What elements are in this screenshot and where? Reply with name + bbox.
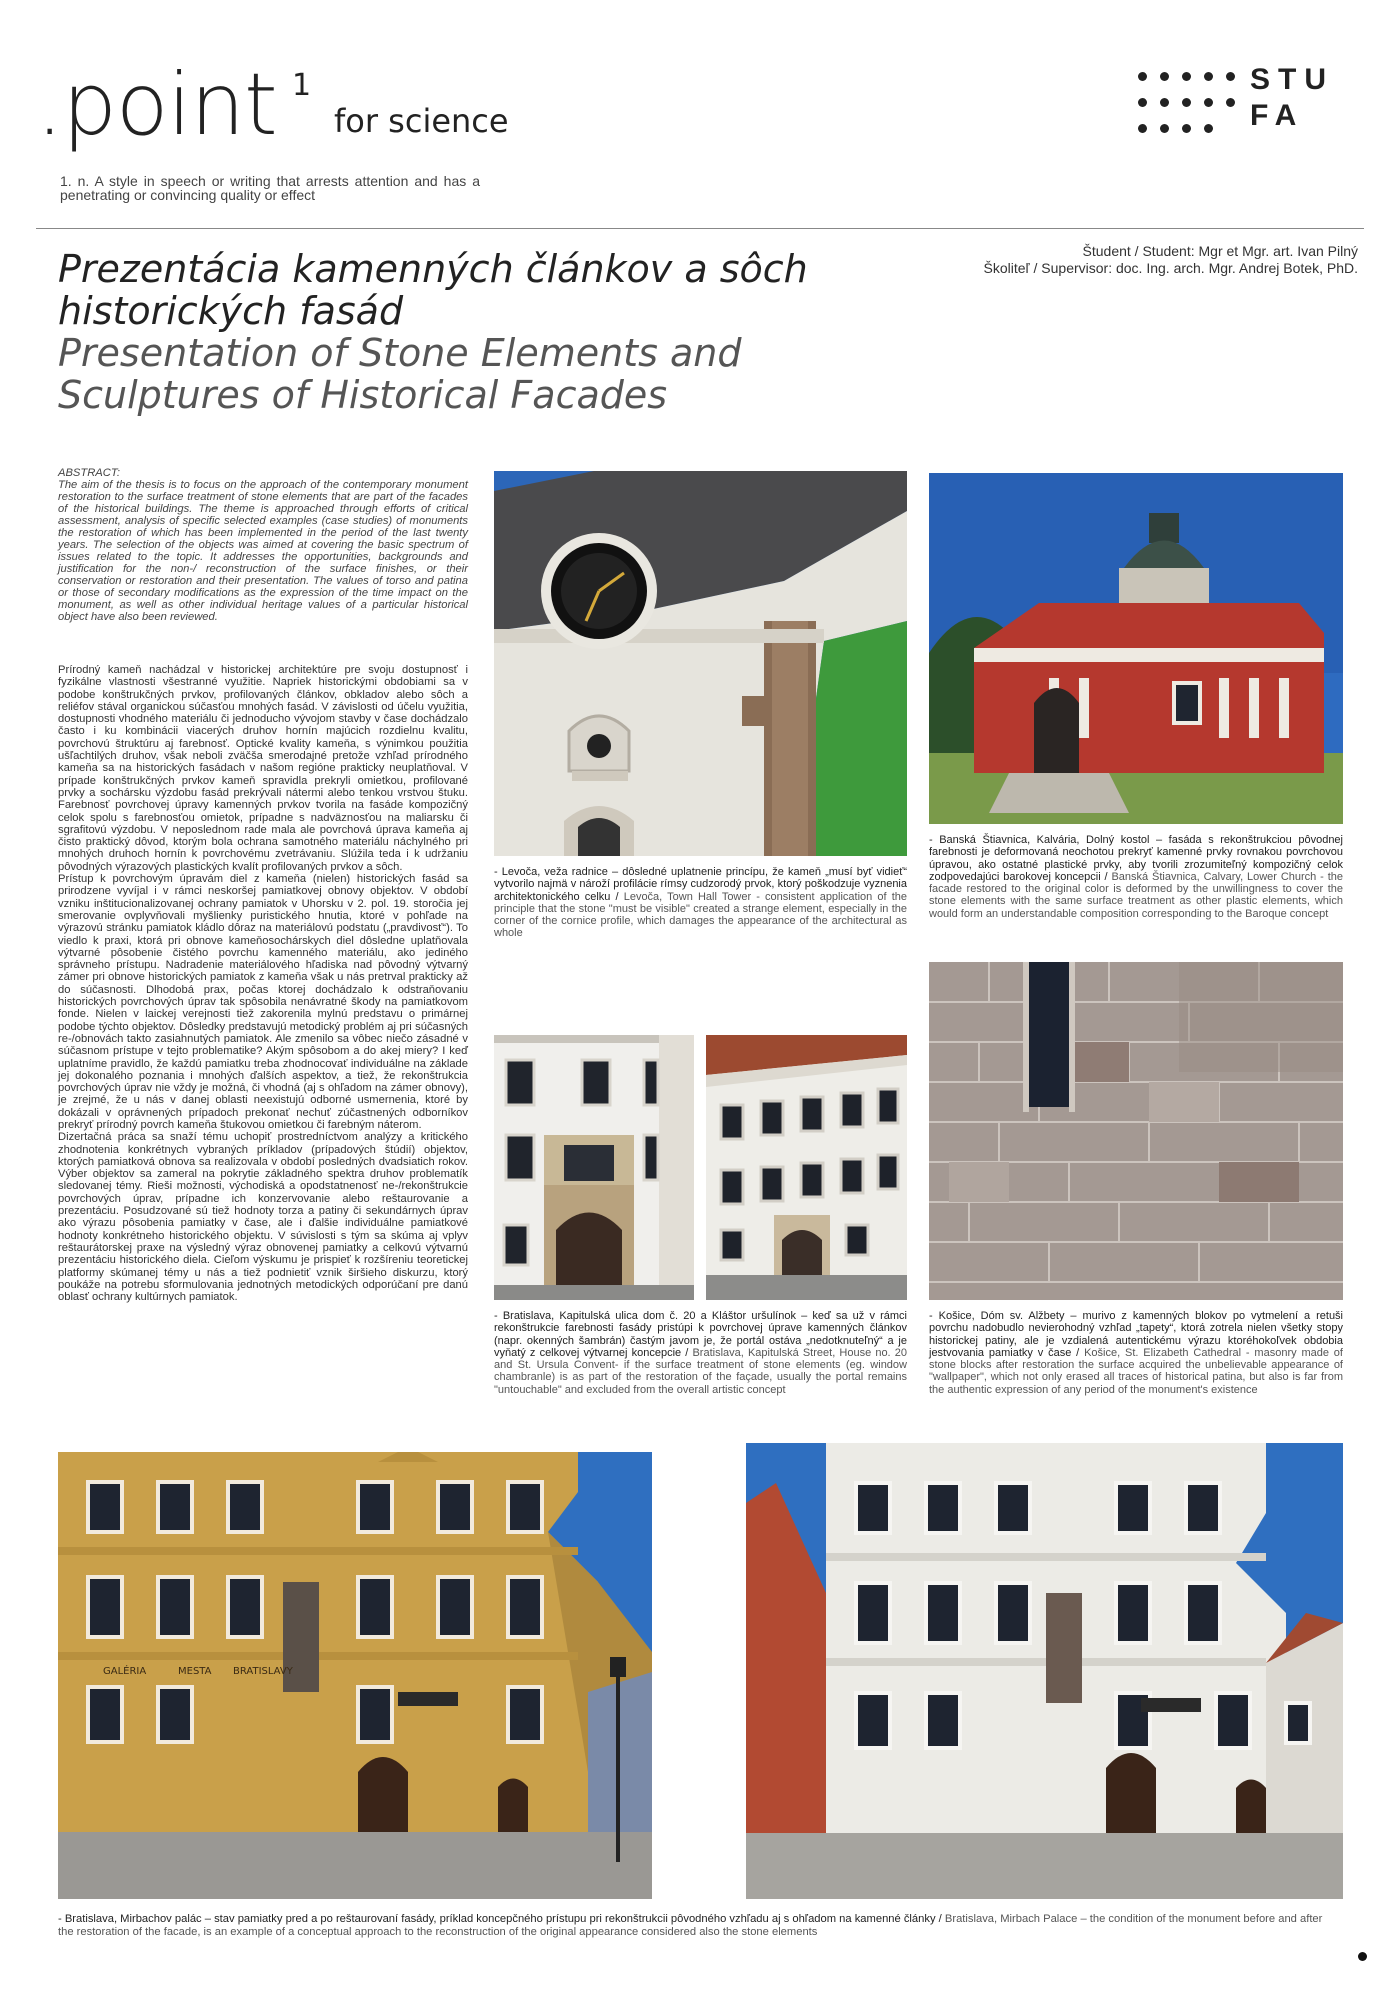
logo-fa: FA (1250, 99, 1305, 132)
poster-title (58, 248, 818, 416)
caption-kosice-en: Košice, St. Elizabeth Cathedral - masonry made of stone blocks after restoration the surface acquired the unbelievable appearance of "wallpaper", which not only erased all traces of historical patina, but also is far from the authentic expression of any period of the monument's existence (929, 1346, 1343, 1396)
abstract (58, 467, 468, 623)
student-credit: Študent / Student: Mgr et Mgr. art. Ivan Pilný (1082, 243, 1358, 259)
caption-stiavnica-sk: - Banská Štiavnica, Kalvária, Dolný kostol – fasáda s rekonštrukciou pôvodnej farebnosti je deformovaná neochotou prekryť kamenné prvky rovnakou povrchovou úpravou, ako ostatné plastické prvky, aby tvorili zrozumiteľný kompozičný celok zodpovedajúci barokovej koncepcii / (929, 834, 1343, 883)
body-paragraph-2: Prístup k povrchovým úpravám diel z kameňa (nielen) historických fasád sa prirodzene vyvíjal i v rámci neskoršej pamiatkovej obnovy objektov. V období vzniku inštitucionalizovanej ochrany pamiatok v Uhorsku v 2. pol. 19. storočia jej smerovanie ovplyvňovali myšlienky puristického hnutia, ktoré v pohľade na výrazovú stránku pamiatok kládlo dôraz na materiálovú podstatu („pravdivosť“). To viedlo k praxi, ktorá pri obnove kameňosochárskych diel dôsledne uplatňovala výtvarné pôsobenie čistého povrchu kamenného materiálu, ako jediného správneho prístupu. Nadradenie materiálového hľadiska nad pôvodný výtvarný zámer pri obnove historických pamiatok z kameňa však u nás pretrval prakticky až do súčasnosti. Dlhodobá prax, počas ktorej dochádzalo k odstraňovaniu historických povrchových úprav tak spôsobila nenávratné škody na pamiatkovom fonde. Nielen v laickej verejnosti tiež zakorenila mylnú predstavu o primárnej podobe týchto objektov. Dôsledky predstavujú metodický problém aj pri súčasných re-/obnovách takto zasiahnutých pamiatok. Ale zmenilo sa vôbec niečo zásadné v súčasnom prístupe v tejto problematike? Akým spôsobom a do akej miery? I keď uplatníme pravidlo, že každú pamiatku treba zhodnocovať individuálne na základe jej dokonalého poznania i mnohých ďalších aspektov, a tiež, že rekonštrukcia povrchových úprav nie vždy je možná, či vhodná (aj s ohľadom na zámer obnovy), je zrejmé, že u nás v danej oblasti neexistujú odborné usmernenia, ktoré by dokázali v oprávnených prípadoch prekonať nechuť zúčastnených odborníkov prekryť prírodný povrch kameňa štukovou omietkou či farebným náterom. (58, 873, 468, 1131)
photo-kapitulska-20 (494, 1035, 694, 1300)
stu-fa-logo (1138, 63, 1368, 142)
logo-dots-icon (1138, 66, 1238, 138)
facade-sign-galeria: GALÉRIA (103, 1666, 147, 1677)
facade-sign-bratislavy: BRATISLAVY (233, 1666, 293, 1677)
brand-for-science: for science (334, 102, 509, 140)
photo-levoca-tower (494, 471, 907, 856)
caption-bratislava-kapitulska (494, 1310, 907, 1396)
caption-levoca (494, 866, 907, 940)
end-mark-dot (1358, 1952, 1367, 1961)
body-text (58, 664, 468, 1303)
brand-superscript: 1 (292, 68, 312, 103)
caption-kosice (929, 1310, 1343, 1396)
body-paragraph-1: Prírodný kameň nachádzal v historickej architektúre pre svoju dostupnosť i fyzikálne vlastnosti všestranné využitie. Napriek historickými obdobiami sa v podobe konštrukčných prvkov, profilovaných článkov, obkladov alebo sôch a reliéfov stával organickou súčasťou mnohých fasád. V závislosti od účelu využitia, dostupnosti vhodného materiálu či jednoducho vývojom stavby v čase dochádzalo často i ku kombinácii viacerých druhov hornín majúcich rozdielnu kvalitu, povrchovú štruktúru aj farebnosť. Optické kvality kameňa, s výnimkou použitia ušľachtilých druhov, však neboli zväčša smerodajné pretože vzhľad prírodného kameňa sa na historických fasádach v našom regióne prakticky neuplatňoval. V prípade konštrukčných prvkov kameň spravidla prekryli omietkou, profilované prvky a sochársku výzdobu fasád prekrývali nátermi alebo tenkou vrstvou štuku. Farebnosť povrchovej úpravy kamenných prvkov tvorila na fasáde kompozičný celok spolu s farebnosťou omietok, prípadne s nadväznosťou na maliarsku či sgrafitovú výzdobu. V neposlednom rade mala ale povrchová úprava kameňa aj čisto praktický dôvod, ktorým bola ochrana samotného materiálu náchylného pri mnohých druhoch hornín k povrchovému zvetrávaniu. Slúžila teda i k udržaniu pôvodných výrazových plastických kvalít profilovaných prvkov a sôch. (58, 664, 468, 873)
caption-bratislava-en: Bratislava, Kapitulská Street, House no. 20 and St. Ursula Convent- if the surface treatment of stone elements (eg. window chambranle) is as part of the restoration of the façade, usually the portal remains "untouchable" and excluded from the overall artistic concept (494, 1346, 907, 1396)
photo-banska-stiavnica (929, 473, 1343, 824)
brand-point: .point (36, 55, 277, 155)
abstract-label: ABSTRACT: (58, 467, 120, 479)
abstract-text: The aim of the thesis is to focus on the approach of the contemporary monument restoration to the surface treatment of stone elements that are part of the facades of the historical buildings. The theme is approached through efforts of critical assessment, analysis of specific selected examples (case studies) of monuments the restoration of which has been implemented in the period of the last twenty years. The selection of the objects was aimed at covering the basic spectrum of issues related to the topic. It addresses the opportunities, backgrounds and justification for the non-/ reconstruction of the surface finishes, or their conservation or restoration and their presentation. The values of torso and patina or those of secondary modifications as the expression of the time impact on the monument, as well as other individual heritage values of a particular historical object have also been reviewed. (58, 479, 468, 623)
caption-levoca-sk: - Levoča, veža radnice – dôsledné uplatnenie princípu, že kameň „musí byť vidieť“ vytvorilo najmä v nároží profilácie rímsy cudzorodý prvok, ktorý poškodzuje vyznenia architektonického celku / (494, 866, 907, 903)
brand-logo (36, 55, 596, 155)
photo-mirbach-after (746, 1443, 1343, 1899)
header-divider (36, 228, 1364, 229)
caption-mirbach (58, 1913, 1338, 1939)
photo-mirbach-before (58, 1452, 652, 1899)
caption-stiavnica-en: Banská Štiavnica, Calvary, Lower Church - the facade restored to the original color is deformed by the unwillingness to cover the stone elements with the same surface treatment as other plastic elements, which would form an understandable composition corresponding to the Baroque concept (929, 870, 1344, 920)
caption-mirbach-sk: - Bratislava, Mirbachov palác – stav pamiatky pred a po reštaurovaní fasády, príklad koncepčného prístupu pri rekonštrukcii pôvodného vzhľadu aj s ohľadom na kamenné články / (58, 1913, 942, 1925)
caption-kosice-sk: - Košice, Dóm sv. Alžbety – murivo z kamenných blokov po vytmelení a retuši povrchu nadobudlo nevierohodný vzhľad „tapety“, ktorá zotrela nielen všetky stopy historickej patiny, ale je vzdialená autentickému výrazu ktoréhokoľvek obdobia jestvovania pamiatky v čase / (929, 1310, 1343, 1359)
photo-kosice-cathedral (929, 962, 1343, 1300)
facade-sign-mesta: MESTA (178, 1666, 212, 1677)
caption-stiavnica (929, 834, 1343, 920)
logo-stu: STU (1250, 63, 1334, 96)
caption-levoca-en: Levoča, Town Hall Tower - consistent application of the principle that the stone "must be visible" created a strange element, especially in the corner of the cornice profile, which damages the appearance of the architectural as whole (494, 890, 907, 940)
body-paragraph-3: Dizertačná práca sa snaží tému uchopiť prostredníctvom analýzy a kritického zhodnotenia konkrétnych vybraných príkladov (prípadových štúdií) objektov, ktorých pamiatková obnova sa realizovala v období posledných dvadsiatich rokov. Výber objektov sa zameral na pokrytie základného spektra druhov problematík sledovanej témy. Rieši možnosti, východiská a opodstatnenosť ne-/rekonštrukcie povrchových úprav, prípadne ich konzervovanie alebo reštaurovanie a prezentáciu. Posudzované sú tiež hodnoty torza a patiny či sekundárnych úprav ako výrazu pôsobenia pamiatky v čase, ale i ďalšie individuálne pamiatkové hodnoty konkrétneho historického objektu. V súvislosti s tým sa skúma aj vplyv reštaurátorskej praxe na výsledný výraz obnovenej pamiatky a celkovú výtvarnú prezentáciu historického diela. Cieľom výskumu je prispieť k rozšíreniu teoretickej platformy skúmanej témy u nás a tiež podnietiť vznik širšieho diskurzu, ktorý poukáže na potrebu sformulovania jednotných metodických odporúčaní pre danú oblasť ochrany kultúrnych pamiatok. (58, 1131, 468, 1304)
title-en: Presentation of Stone Elements and Sculptures of Historical Facades (58, 331, 742, 417)
supervisor-credit: Školiteľ / Supervisor: doc. Ing. arch. Mgr. Andrej Botek, PhD. (983, 260, 1358, 276)
caption-mirbach-en: Bratislava, Mirbach Palace – the condition of the monument before and after the restoration of the facade, is an example of a conceptual approach to the reconstruction of the original appearance considered also the stone elements (58, 1913, 1323, 1938)
definition: 1. n. A style in speech or writing that arrests attention and has a penetrating or convincing quality or effect (60, 173, 480, 203)
caption-bratislava-sk: - Bratislava, Kapitulská ulica dom č. 20 a Kláštor uršulínok – keď sa už v rámci rekonštrukcie farebnosti fasády pristúpi k povrchovej úprave kamenných článkov (napr. okenných šambrán) častým javom je, že portál ostáva „nedotknuteľný“ a je vyňatý z celkovej výtvarnej koncepcie / (494, 1310, 907, 1359)
credits (838, 243, 1358, 277)
title-sk: Prezentácia kamenných článkov a sôch historických fasád (58, 247, 808, 333)
photo-ursuline-convent (706, 1035, 907, 1300)
